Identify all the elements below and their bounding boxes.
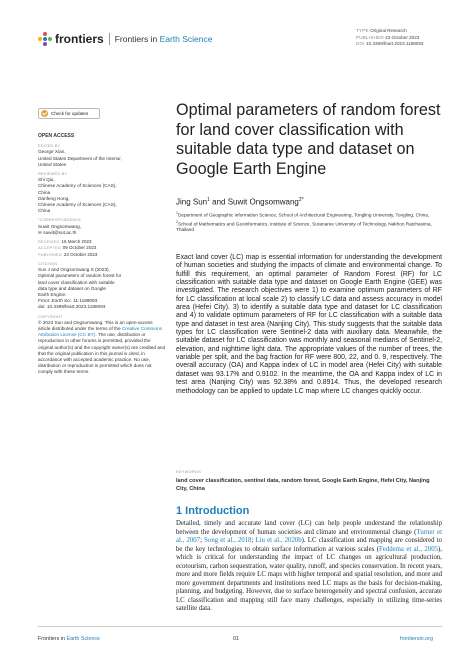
author-conjunction: and bbox=[209, 197, 228, 207]
correspondence-email[interactable]: ✉ suwit@sut.ac.th bbox=[38, 229, 77, 235]
intro-text: ). LC classification and mapping are considered to be the key technologies to obtain surface information at various scales ( bbox=[176, 537, 442, 553]
affil-sup: 1 bbox=[176, 211, 178, 215]
article-meta bbox=[356, 28, 423, 48]
reviewed-by-block bbox=[38, 171, 166, 214]
citation-line: Earth Engine. bbox=[38, 291, 67, 297]
editor-line: George Xian, bbox=[38, 149, 66, 155]
ref-separator: ; bbox=[251, 537, 256, 545]
dates-block bbox=[38, 239, 166, 258]
type-key: TYPE bbox=[356, 28, 369, 33]
affiliation-2: School of Mathematics and Geoinformatics, Institute of Science, Suranaree University of Technology, Nakhon Ratchasima, Thailand bbox=[176, 221, 432, 233]
check-for-updates-button[interactable] bbox=[38, 108, 100, 119]
citation-key: CITATION bbox=[38, 260, 58, 266]
citation-doi[interactable]: doi: 10.3389/feart.2023.1188093 bbox=[38, 304, 106, 310]
keywords-label: KEYWORDS bbox=[176, 469, 202, 474]
doi-value[interactable]: 10.3389/feart.2023.1188093 bbox=[366, 41, 424, 47]
editor-line: United States bbox=[38, 161, 67, 167]
published-value: 23 October 2023 bbox=[385, 34, 420, 40]
citation-volume: 11:1188093. bbox=[71, 298, 99, 304]
citation-block bbox=[38, 261, 166, 311]
published-key: PUBLISHED bbox=[356, 34, 384, 40]
check-updates-label: Check for updates bbox=[51, 111, 89, 116]
copyright-text-rest: . The use, distribution or reproduction in other forums is permitted, provided the original author(s) and the copyright owner(s) are credited and that the original publication in this journal is cited, in accordance with accepted academic practice. No use, distribution or reproduction is permitted which does not comply with these terms. bbox=[38, 332, 166, 375]
editor-line: United States Department of the Interior, bbox=[38, 155, 122, 161]
article-title: Optimal parameters of random forest for land cover classification with suitable data type and dataset on Google Earth Engine bbox=[176, 101, 441, 178]
intro-text: Detailed, timely and accurate land cover (LC) can help people understand the relationship between the development of human societies and climate and environmental change ( bbox=[176, 520, 442, 536]
received-key: RECEIVED bbox=[38, 239, 60, 245]
cc-by-license-link[interactable]: Creative Commons Attribution License (CC BY) bbox=[38, 325, 163, 338]
journal-link[interactable] bbox=[115, 34, 213, 44]
author-name[interactable]: Jing Sun bbox=[176, 197, 208, 207]
reference-link[interactable]: Turner et al., 2007 bbox=[176, 528, 442, 545]
citation-line: data type and dataset on Google bbox=[38, 285, 107, 291]
reviewer-line: Chinese Academy of Sciences (CAS), bbox=[38, 183, 117, 189]
footer-divider bbox=[38, 626, 442, 627]
citation-line: land cover classification with suitable bbox=[38, 279, 115, 285]
citation-line: Optimal parameters of random forest for bbox=[38, 273, 122, 279]
section-heading: 1 Introduction bbox=[176, 505, 250, 517]
published-key: PUBLISHED bbox=[38, 251, 62, 257]
edited-by-block bbox=[38, 143, 166, 168]
footer-journal-prefix: Frontiers in bbox=[38, 636, 67, 642]
frontiers-logo[interactable] bbox=[38, 32, 212, 46]
affiliations bbox=[176, 210, 442, 233]
doi-key: DOI bbox=[356, 41, 365, 47]
keywords: land cover classification, sentinel data, random forest, Google Earth Engine, Hefei City, Nanjing City, China bbox=[176, 478, 430, 492]
article-info-sidebar bbox=[38, 133, 166, 379]
copyright-text: © 2023 Sun and Ongsomwang. This is an open-access article distributed under the terms of the bbox=[38, 319, 153, 331]
correspondence-block bbox=[38, 217, 166, 236]
author-list bbox=[176, 197, 304, 207]
citation-line: Sun J and Ongsomwang S (2023), bbox=[38, 267, 110, 273]
footer-site-link[interactable]: frontiersin.org bbox=[400, 636, 433, 642]
introduction-text bbox=[176, 520, 442, 614]
reviewer-line: China bbox=[38, 189, 51, 195]
journal-prefix: Frontiers in bbox=[114, 34, 160, 44]
journal-name: Earth Science bbox=[159, 34, 213, 44]
correspondence-key: *CORRESPONDENCE bbox=[38, 217, 82, 223]
ref-separator: ; bbox=[200, 537, 205, 545]
copyright-block bbox=[38, 314, 166, 376]
affiliation-1: Department of Geographic Information Science, School of Architectural Engineering, Tongling University, Tongling, China, bbox=[177, 212, 430, 218]
edited-by-key: EDITED BY bbox=[38, 143, 61, 149]
page-number: 01 bbox=[233, 636, 239, 642]
reviewer-line: Chinese Academy of Sciences (CAS), bbox=[38, 202, 117, 208]
accepted-value: 09 October 2023 bbox=[62, 245, 97, 251]
reference-link[interactable]: Feddema et al., 2005 bbox=[379, 545, 439, 553]
logo-divider bbox=[109, 33, 110, 45]
intro-text: ), which is critical for understanding the impact of LC changes on agricultural production, ecotourism, carbon sequestration, water quality, runoff, and species conservation. In recent years, more and more fields require LC maps with higher temporal and spatial resolution, and more and more government departments and institutions need LC maps as the basis for decision-making, planning, and budgeting. However, due to surface heterogeneity and spectral confusion, accurate LC classification and mapping still face many challenges, especially in utilizing time-series satellite data. bbox=[176, 545, 442, 613]
affil-sup: 2 bbox=[176, 219, 178, 224]
reference-link[interactable]: Liu et al., 2020b bbox=[255, 537, 302, 545]
author-name[interactable]: Suwit Ongsomwang bbox=[227, 197, 299, 207]
abstract: Exact land cover (LC) map is essential information for understanding the development of human societies and studying the impacts of climate and environmental change. To fulfill this requirement, an optimal parameter of Random Forest (RF) for LC classification with suitable data type and dataset on Google Earth Engine (GEE) was investigated. The research objectives were 1) to examine optimum parameters of RF for LC classification at local scale 2) to classify LC data and assess accuracy in model area (Hefei City). 3) to identify a suitable data type and dataset for LC classification and 4) to validate optimum parameters of RF for LC classification with a suitable data type and dataset in test area (Nanjing City). This study suggests that the suitable data types for LC classification were Sentinel-2 data with auxiliary data. Meanwhile, the suitable dataset for LC classification was monthly and seasonal medians of Sentinel-2, elevation, and nighttime light data. The appropriate values of the number of trees, the variable per split, and the bag fraction for RF were 800, 22, and 0. 9, respectively. The overall accuracy (OA) and Kappa index of LC in model area (Hefei City) with suitable dataset was 93.17% and 0.9102. In the meantime, the OA and Kappa index of LC in test area (Nanjing City) was 92.38% and 0.8914. Thus, the developed research methodology can be applied to update LC map where LC changes quickly occur. bbox=[176, 254, 442, 395]
received-value: 16 March 2023 bbox=[61, 239, 92, 245]
reviewer-line: China bbox=[38, 208, 51, 214]
frontiers-dots-icon bbox=[38, 32, 52, 46]
reviewer-line: Shi Qiu, bbox=[38, 177, 55, 183]
accepted-key: ACCEPTED bbox=[38, 245, 61, 251]
author-affil-sup: 1 bbox=[207, 197, 210, 203]
reviewed-by-key: REVIEWED BY bbox=[38, 171, 68, 177]
reviewer-line: Danfeng Hong, bbox=[38, 195, 70, 201]
citation-journal: Front. Earth Sci. bbox=[38, 298, 72, 304]
footer-journal-name[interactable]: Earth Science bbox=[66, 636, 101, 642]
journal-header bbox=[38, 28, 448, 52]
type-value: Original Research bbox=[370, 28, 407, 33]
author-affil-sup: 2* bbox=[298, 197, 304, 203]
footer-journal bbox=[38, 636, 100, 642]
check-updates-icon bbox=[41, 110, 48, 117]
logo-text: frontiers bbox=[55, 32, 104, 46]
reference-link[interactable]: Song et al., 2018 bbox=[204, 537, 252, 545]
published-value: 23 October 2023 bbox=[63, 251, 98, 257]
copyright-key: COPYRIGHT bbox=[38, 313, 63, 319]
open-access-label: OPEN ACCESS bbox=[38, 133, 75, 139]
correspondence-author: Suwit Ongsomwang, bbox=[38, 223, 81, 229]
